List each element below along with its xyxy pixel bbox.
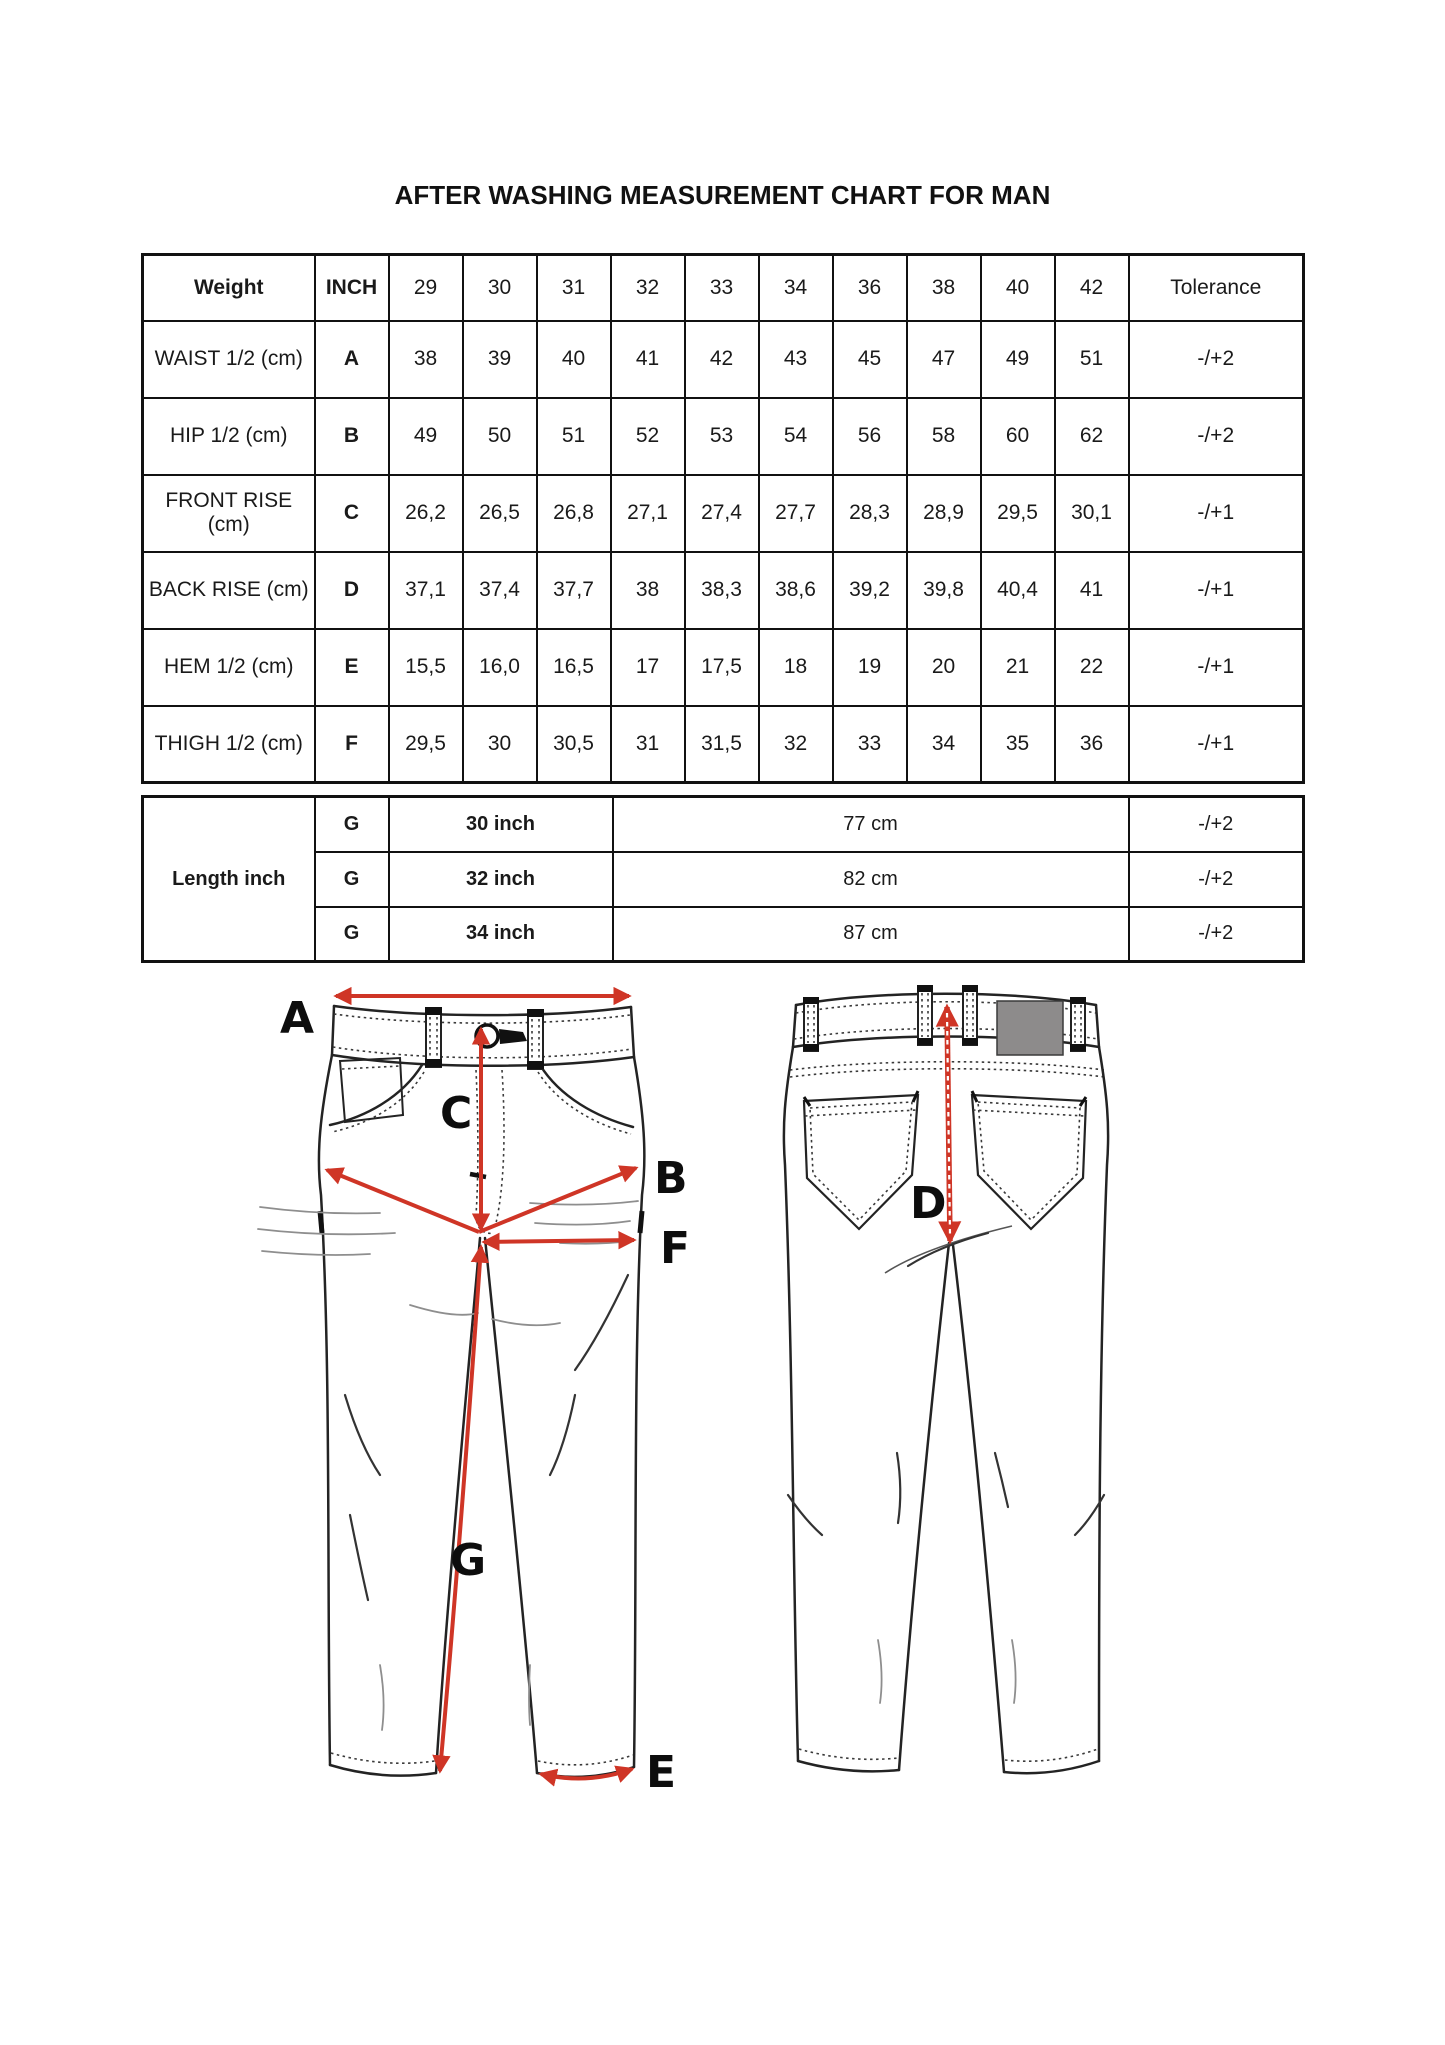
measurement-code: A bbox=[315, 321, 389, 398]
size-table bbox=[141, 253, 1305, 784]
length-cm-value: 77 cm bbox=[613, 797, 1129, 852]
measurement-value: 18 bbox=[759, 629, 833, 706]
size-table-row bbox=[143, 475, 1304, 552]
measurement-value: 36 bbox=[1055, 706, 1129, 783]
size-table-row bbox=[143, 552, 1304, 629]
measurement-value: 39 bbox=[463, 321, 537, 398]
measurement-value: 31 bbox=[611, 706, 685, 783]
measurement-value: 26,2 bbox=[389, 475, 463, 552]
measurement-value: 26,5 bbox=[463, 475, 537, 552]
measurement-code: D bbox=[315, 552, 389, 629]
measurement-value: 56 bbox=[833, 398, 907, 475]
measurement-value: 32 bbox=[759, 706, 833, 783]
size-header: 33 bbox=[685, 255, 759, 321]
inch-header: INCH bbox=[315, 255, 389, 321]
measurement-value: 29,5 bbox=[981, 475, 1055, 552]
measurement-value: 30,5 bbox=[537, 706, 611, 783]
measurement-code: C bbox=[315, 475, 389, 552]
measurement-value: 53 bbox=[685, 398, 759, 475]
length-code: G bbox=[315, 907, 389, 962]
size-header: 42 bbox=[1055, 255, 1129, 321]
tolerance-header: Tolerance bbox=[1129, 255, 1304, 321]
measurement-value: 33 bbox=[833, 706, 907, 783]
measurement-label: BACK RISE (cm) bbox=[143, 552, 315, 629]
tolerance-value: -/+1 bbox=[1129, 706, 1304, 783]
measurement-value: 40 bbox=[537, 321, 611, 398]
length-cm-value: 82 cm bbox=[613, 852, 1129, 907]
measurement-value: 40,4 bbox=[981, 552, 1055, 629]
measurement-value: 43 bbox=[759, 321, 833, 398]
length-code: G bbox=[315, 852, 389, 907]
measurement-label: WAIST 1/2 (cm) bbox=[143, 321, 315, 398]
measurement-value: 27,7 bbox=[759, 475, 833, 552]
measurement-value: 51 bbox=[537, 398, 611, 475]
tolerance-value: -/+2 bbox=[1129, 321, 1304, 398]
size-table-header-row bbox=[143, 255, 1304, 321]
measurement-label: HIP 1/2 (cm) bbox=[143, 398, 315, 475]
measurement-value: 62 bbox=[1055, 398, 1129, 475]
measurement-value: 21 bbox=[981, 629, 1055, 706]
measurement-arrow-back bbox=[947, 1007, 950, 1241]
jeans-front-figure bbox=[230, 975, 730, 1825]
measurement-value: 37,7 bbox=[537, 552, 611, 629]
front-label-b: B bbox=[654, 1153, 688, 1204]
length-inch-value: 34 inch bbox=[389, 907, 613, 962]
measurement-value: 35 bbox=[981, 706, 1055, 783]
measurement-value: 28,3 bbox=[833, 475, 907, 552]
length-table-label: Length inch bbox=[143, 797, 315, 962]
measurement-value: 38 bbox=[611, 552, 685, 629]
measurement-arrows-front bbox=[327, 996, 636, 1778]
size-header: 34 bbox=[759, 255, 833, 321]
measurement-value: 50 bbox=[463, 398, 537, 475]
measurement-value: 15,5 bbox=[389, 629, 463, 706]
measurement-value: 38 bbox=[389, 321, 463, 398]
measurement-value: 45 bbox=[833, 321, 907, 398]
length-table-row bbox=[143, 852, 1304, 907]
tolerance-value: -/+2 bbox=[1129, 852, 1304, 907]
jeans-button bbox=[476, 1025, 527, 1047]
front-label-g: G bbox=[450, 1535, 487, 1586]
length-table bbox=[141, 795, 1305, 963]
measurement-code: B bbox=[315, 398, 389, 475]
measurement-code: E bbox=[315, 629, 389, 706]
measurement-value: 30,1 bbox=[1055, 475, 1129, 552]
measurement-value: 22 bbox=[1055, 629, 1129, 706]
measurement-value: 38,3 bbox=[685, 552, 759, 629]
measurement-value: 17 bbox=[611, 629, 685, 706]
back-label-d: D bbox=[910, 1178, 947, 1229]
tolerance-value: -/+2 bbox=[1129, 797, 1304, 852]
measurement-label: FRONT RISE (cm) bbox=[143, 475, 315, 552]
measurement-value: 29,5 bbox=[389, 706, 463, 783]
page-title: AFTER WASHING MEASUREMENT CHART FOR MAN bbox=[394, 180, 1051, 210]
measurement-value: 27,4 bbox=[685, 475, 759, 552]
size-table-row bbox=[143, 629, 1304, 706]
measurement-value: 34 bbox=[907, 706, 981, 783]
measurement-value: 49 bbox=[981, 321, 1055, 398]
size-header: 30 bbox=[463, 255, 537, 321]
size-table-row bbox=[143, 398, 1304, 475]
measurement-value: 31,5 bbox=[685, 706, 759, 783]
size-header: 38 bbox=[907, 255, 981, 321]
measurement-value: 41 bbox=[1055, 552, 1129, 629]
tolerance-value: -/+1 bbox=[1129, 552, 1304, 629]
measurement-value: 28,9 bbox=[907, 475, 981, 552]
measurement-value: 39,2 bbox=[833, 552, 907, 629]
tolerance-value: -/+2 bbox=[1129, 398, 1304, 475]
measurement-value: 49 bbox=[389, 398, 463, 475]
measurement-value: 47 bbox=[907, 321, 981, 398]
measurement-value: 16,0 bbox=[463, 629, 537, 706]
measurement-value: 27,1 bbox=[611, 475, 685, 552]
size-header: 32 bbox=[611, 255, 685, 321]
weight-header: Weight bbox=[143, 255, 315, 321]
size-header: 40 bbox=[981, 255, 1055, 321]
size-table-row bbox=[143, 321, 1304, 398]
size-table-row bbox=[143, 706, 1304, 783]
measurement-value: 39,8 bbox=[907, 552, 981, 629]
measurement-value: 41 bbox=[611, 321, 685, 398]
measurement-code: F bbox=[315, 706, 389, 783]
tolerance-value: -/+1 bbox=[1129, 629, 1304, 706]
length-table-row bbox=[143, 797, 1304, 852]
length-table-row bbox=[143, 907, 1304, 962]
measurement-value: 60 bbox=[981, 398, 1055, 475]
measurement-value: 51 bbox=[1055, 321, 1129, 398]
measurement-value: 38,6 bbox=[759, 552, 833, 629]
size-header: 29 bbox=[389, 255, 463, 321]
measurement-value: 26,8 bbox=[537, 475, 611, 552]
front-label-a: A bbox=[280, 993, 315, 1044]
length-inch-value: 32 inch bbox=[389, 852, 613, 907]
tolerance-value: -/+1 bbox=[1129, 475, 1304, 552]
size-header: 36 bbox=[833, 255, 907, 321]
front-label-f: F bbox=[660, 1223, 691, 1274]
length-cm-value: 87 cm bbox=[613, 907, 1129, 962]
front-crease-lines bbox=[258, 1201, 638, 1730]
length-code: G bbox=[315, 797, 389, 852]
measurement-value: 54 bbox=[759, 398, 833, 475]
measurement-value: 20 bbox=[907, 629, 981, 706]
jeans-back-figure bbox=[760, 975, 1160, 1825]
measurement-value: 42 bbox=[685, 321, 759, 398]
measurement-value: 17,5 bbox=[685, 629, 759, 706]
front-label-e: E bbox=[646, 1747, 677, 1798]
waistband-patch bbox=[997, 1001, 1063, 1055]
size-header: 31 bbox=[537, 255, 611, 321]
measurement-value: 37,1 bbox=[389, 552, 463, 629]
measurement-value: 58 bbox=[907, 398, 981, 475]
front-label-c: C bbox=[440, 1088, 473, 1139]
measurement-label: THIGH 1/2 (cm) bbox=[143, 706, 315, 783]
measurement-value: 52 bbox=[611, 398, 685, 475]
length-inch-value: 30 inch bbox=[389, 797, 613, 852]
back-crease-lines bbox=[788, 1453, 1104, 1703]
measurement-value: 16,5 bbox=[537, 629, 611, 706]
tolerance-value: -/+2 bbox=[1129, 907, 1304, 962]
measurement-label: HEM 1/2 (cm) bbox=[143, 629, 315, 706]
measurement-value: 19 bbox=[833, 629, 907, 706]
measurement-value: 37,4 bbox=[463, 552, 537, 629]
measurement-value: 30 bbox=[463, 706, 537, 783]
